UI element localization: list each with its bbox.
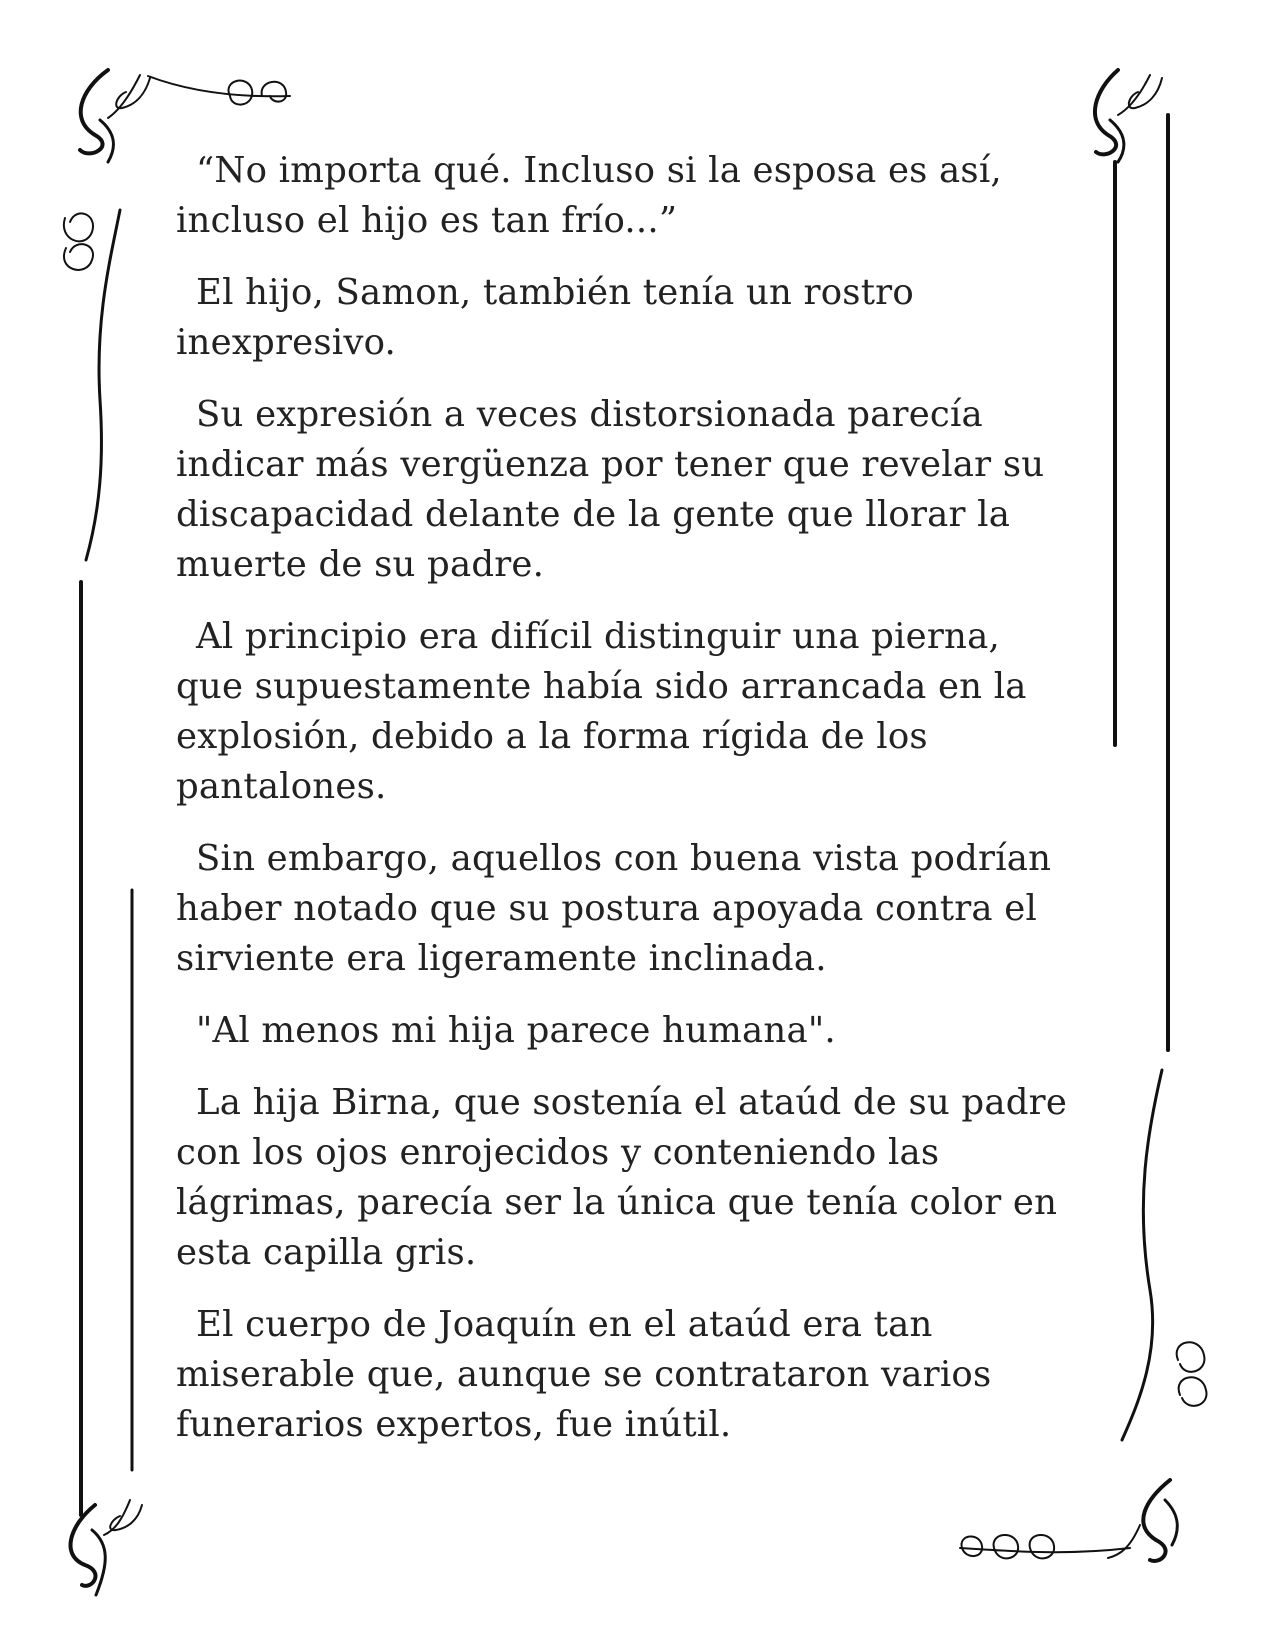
paragraph-2: El hijo, Samon, también tenía un rostro inexpresivo. [176,272,914,363]
paragraph-6: "Al menos mi hija parece humana". [196,1010,836,1051]
paragraph-5: Sin embargo, aquellos con buena vista podrían haber notado que su postura apoyada contra el sirviente era ligeramente inclinada. [176,838,1052,979]
paragraph-7: La hija Birna, que sostenía el ataúd de su padre con los ojos enrojecidos y conteniendo las lágrimas, parecía ser la única que tenía color en esta capilla gris. [176,1082,1068,1273]
top-right-flourish [1095,70,1162,162]
paragraph-4: Al principio era difícil distinguir una pierna, que supuestamente había sido arrancada en la explosión, debido a la forma rígida de los pantalones. [176,616,1027,807]
paragraph-3: Su expresión a veces distorsionada parecía indicar más vergüenza por tener que revelar su discapacidad delante de la gente que llorar la muerte de su padre. [176,394,1045,585]
paragraph-1: “No importa qué. Incluso si la esposa es así, incluso el hijo es tan frío...” [176,150,1002,241]
paragraph-8: El cuerpo de Joaquín en el ataúd era tan miserable que, aunque se contrataron varios funerarios expertos, fue inútil. [176,1304,992,1445]
story-text [176,146,1076,1472]
